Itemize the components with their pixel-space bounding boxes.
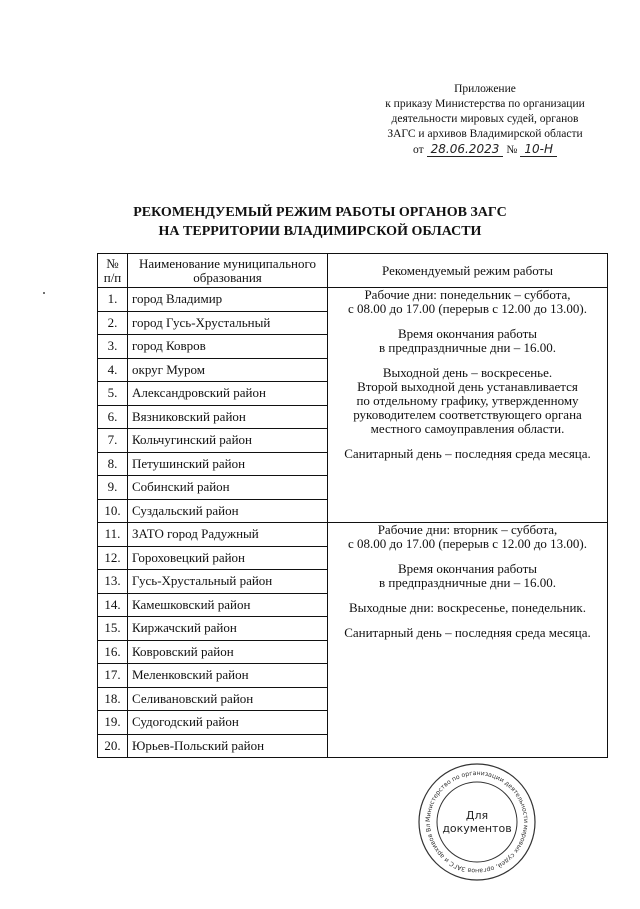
row-municipality: Меленковский район xyxy=(128,664,328,688)
mode-group-1-days-off xyxy=(332,366,603,436)
mode-text: Рабочие дни: понедельник – суббота, xyxy=(364,287,571,302)
row-number: 11. xyxy=(98,523,128,547)
row-number: 12. xyxy=(98,546,128,570)
row-number: 2. xyxy=(98,311,128,335)
table-row xyxy=(98,523,608,547)
mode-text: Выходной день – воскресенье. xyxy=(382,365,553,380)
official-stamp xyxy=(415,760,539,884)
date-prefix: от xyxy=(413,144,424,156)
mode-text: Санитарный день – последняя среда месяца. xyxy=(344,446,591,461)
appendix-reference-row xyxy=(360,142,610,158)
number-prefix: № xyxy=(506,144,518,156)
schedule-table xyxy=(97,253,608,758)
row-number: 16. xyxy=(98,640,128,664)
document-title xyxy=(0,203,640,241)
row-municipality: Кольчугинский район xyxy=(128,429,328,453)
mode-text: с 08.00 до 17.00 (перерыв с 12.00 до 13.00). xyxy=(347,301,588,316)
row-number: 4. xyxy=(98,358,128,382)
row-number: 15. xyxy=(98,617,128,641)
row-municipality: Судогодский район xyxy=(128,711,328,735)
appendix-block xyxy=(360,82,610,158)
mode-text: Второй выходной день устанавливается xyxy=(357,379,578,394)
mode-group-2-workdays xyxy=(332,523,603,551)
table-row xyxy=(98,288,608,312)
row-municipality: Суздальский район xyxy=(128,499,328,523)
mode-group-1-workdays xyxy=(332,288,603,316)
stamp-center-line-1: Для xyxy=(465,809,489,822)
header-number-line-1: № xyxy=(106,255,119,271)
stamp-center xyxy=(415,760,539,884)
row-municipality: Гусь-Хрустальный район xyxy=(128,570,328,594)
row-number: 9. xyxy=(98,476,128,500)
title-line-2: НА ТЕРРИТОРИИ ВЛАДИМИРСКОЙ ОБЛАСТИ xyxy=(158,224,482,239)
mode-text: в предпраздничные дни – 16.00. xyxy=(379,575,556,590)
row-municipality: Собинский район xyxy=(128,476,328,500)
row-municipality: город Гусь-Хрустальный xyxy=(128,311,328,335)
mode-text: руководителем соответствующего органа xyxy=(353,407,582,422)
appendix-title: Приложение xyxy=(454,83,516,95)
row-number: 10. xyxy=(98,499,128,523)
mode-group-2 xyxy=(328,523,608,758)
row-number: 7. xyxy=(98,429,128,453)
header-municipality xyxy=(128,254,328,288)
mode-text: по отдельному графику, утвержденному xyxy=(356,393,579,408)
mode-group-2-sanitary-day xyxy=(332,626,603,640)
row-number: 3. xyxy=(98,335,128,359)
mode-group-2-days-off xyxy=(332,601,603,615)
row-number: 13. xyxy=(98,570,128,594)
mode-text: Время окончания работы xyxy=(397,561,538,576)
title-line-1: РЕКОМЕНДУЕМЫЙ РЕЖИМ РАБОТЫ ОРГАНОВ ЗАГС xyxy=(133,205,507,220)
header-number xyxy=(98,254,128,288)
row-number: 18. xyxy=(98,687,128,711)
mode-text: Выходные дни: воскресенье, понедельник. xyxy=(349,600,586,615)
mode-text: местного самоуправления области. xyxy=(370,421,565,436)
appendix-line-1: к приказу Министерства по организации xyxy=(385,98,585,110)
row-municipality: город Владимир xyxy=(128,288,328,312)
stamp-center-line-2: документов xyxy=(442,822,512,835)
row-municipality: Гороховецкий район xyxy=(128,546,328,570)
row-municipality: Александровский район xyxy=(128,382,328,406)
mode-group-2-preholiday xyxy=(332,562,603,590)
header-number-line-2: п/п xyxy=(103,269,122,285)
row-municipality: округ Муром xyxy=(128,358,328,382)
mode-text: Рабочие дни: вторник – суббота, xyxy=(377,522,558,537)
row-number: 14. xyxy=(98,593,128,617)
row-municipality: Киржачский район xyxy=(128,617,328,641)
header-municipality-line-1: Наименование муниципального xyxy=(138,255,317,271)
row-number: 19. xyxy=(98,711,128,735)
row-municipality: Петушинский район xyxy=(128,452,328,476)
row-number: 8. xyxy=(98,452,128,476)
stamp-ring-text-path: Министерство по организации деятельности мировых судей, органов ЗАГС и архивов Вл xyxy=(424,769,530,875)
row-number: 6. xyxy=(98,405,128,429)
appendix-line-2: деятельности мировых судей, органов xyxy=(391,113,579,125)
scan-speck xyxy=(43,292,45,294)
row-municipality: город Ковров xyxy=(128,335,328,359)
header-mode: Рекомендуемый режим работы xyxy=(328,254,608,288)
mode-group-1-preholiday xyxy=(332,327,603,355)
appendix-line-3: ЗАГС и архивов Владимирской области xyxy=(387,128,583,140)
row-municipality: Селивановский район xyxy=(128,687,328,711)
row-number: 1. xyxy=(98,288,128,312)
row-number: 5. xyxy=(98,382,128,406)
table-header-row xyxy=(98,254,608,288)
mode-text: с 08.00 до 17.00 (перерыв с 12.00 до 13.00). xyxy=(347,536,588,551)
row-municipality: Камешковский район xyxy=(128,593,328,617)
mode-text: Санитарный день – последняя среда месяца. xyxy=(344,625,591,640)
mode-group-1 xyxy=(328,288,608,523)
mode-text: в предпраздничные дни – 16.00. xyxy=(379,340,556,355)
row-municipality: Ковровский район xyxy=(128,640,328,664)
mode-group-1-sanitary-day xyxy=(332,447,603,461)
row-municipality: Вязниковский район xyxy=(128,405,328,429)
order-date: 28.06.2023 xyxy=(427,142,504,157)
mode-text: Время окончания работы xyxy=(397,326,538,341)
row-number: 17. xyxy=(98,664,128,688)
header-municipality-line-2: образования xyxy=(193,269,262,285)
order-number: 10-Н xyxy=(520,142,557,157)
row-municipality: Юрьев-Польский район xyxy=(128,734,328,758)
row-municipality: ЗАТО город Радужный xyxy=(128,523,328,547)
row-number: 20. xyxy=(98,734,128,758)
